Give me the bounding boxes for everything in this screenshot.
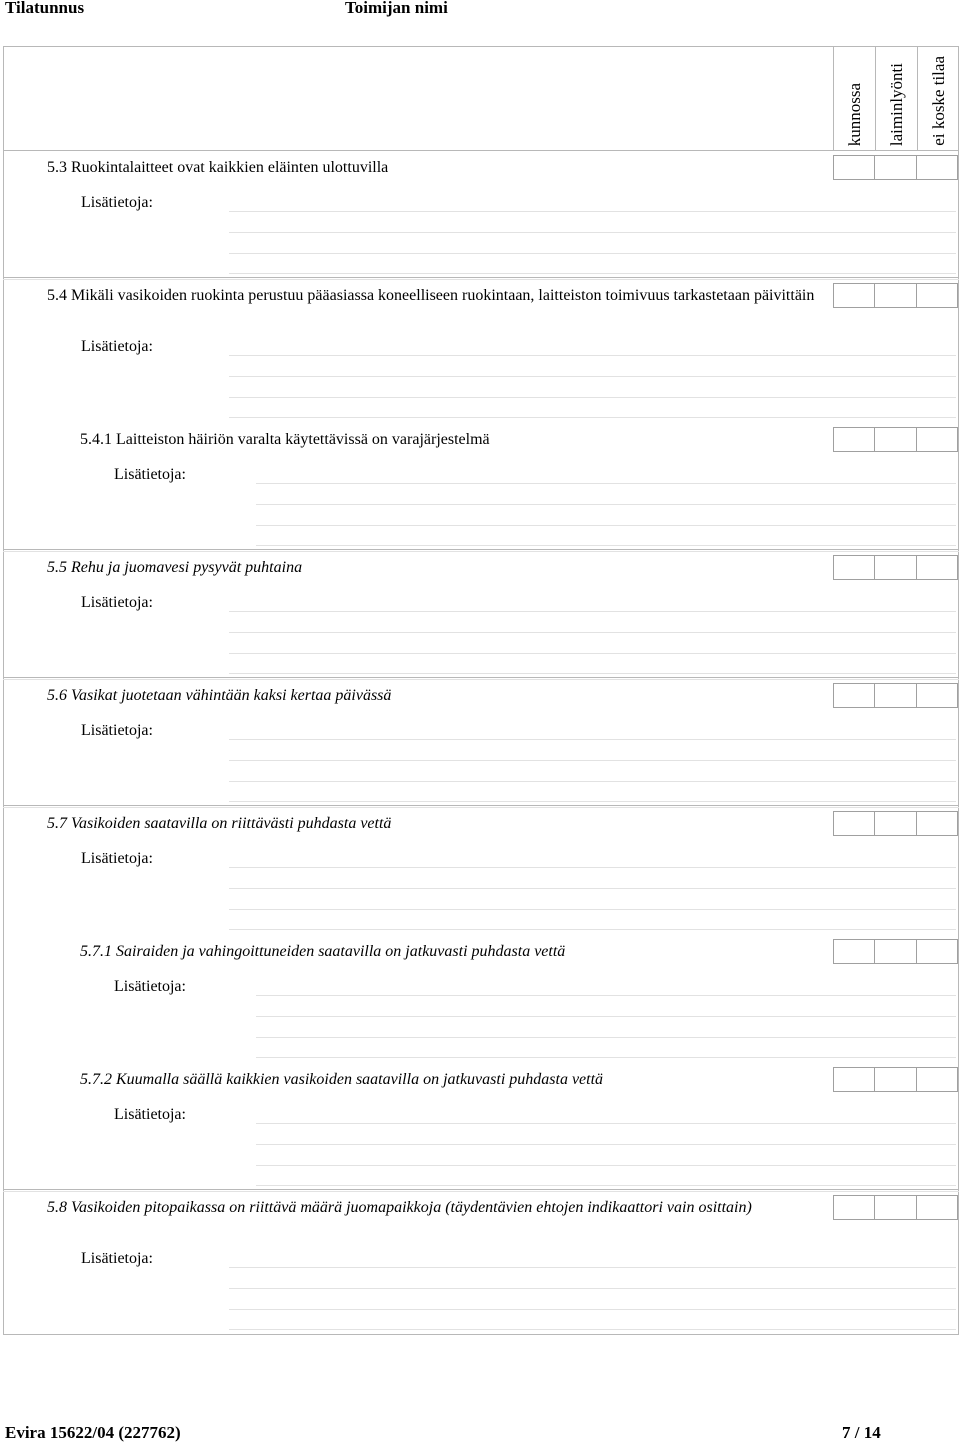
- checkbox-5-8-laiminlyonti[interactable]: [875, 1195, 917, 1220]
- checkbox-5-7-2-kunnossa[interactable]: [833, 1067, 875, 1092]
- lisatietoja-label-5-3: Lisätietoja:: [81, 194, 153, 211]
- checkbox-5-6-kunnossa[interactable]: [833, 683, 875, 708]
- checkbox-5-4-1-laiminlyonti[interactable]: [875, 427, 917, 452]
- notes-line: [229, 929, 956, 930]
- notes-line: [229, 653, 956, 654]
- question-5-7-1: 5.7.1 Sairaiden ja vahingoittuneiden saatavilla on jatkuvasti puhdasta vettä: [80, 943, 566, 960]
- checkbox-5-6-laiminlyonti[interactable]: [875, 683, 917, 708]
- checkbox-5-4-laiminlyonti[interactable]: [875, 283, 917, 308]
- question-5-5: 5.5 Rehu ja juomavesi pysyvät puhtaina: [47, 559, 303, 576]
- notes-line: [256, 1185, 956, 1186]
- checkbox-5-7-1-kunnossa[interactable]: [833, 939, 875, 964]
- checkbox-5-7-1-laiminlyonti[interactable]: [875, 939, 917, 964]
- checkbox-5-8-ei-koske[interactable]: [917, 1195, 958, 1220]
- notes-line: [229, 273, 956, 274]
- lisatietoja-label-5-7-1: Lisätietoja:: [114, 978, 186, 995]
- lisatietoja-label-5-7-2: Lisätietoja:: [114, 1106, 186, 1123]
- notes-line: [229, 397, 956, 398]
- question-5-7-2: 5.7.2 Kuumalla säällä kaikkien vasikoiden saatavilla on jatkuvasti puhdasta vettä: [80, 1071, 604, 1088]
- question-5-4-1: 5.4.1 Laitteiston häiriön varalta käytettävissä on varajärjestelmä: [80, 431, 490, 448]
- checkbox-5-5-kunnossa[interactable]: [833, 555, 875, 580]
- checkbox-group-5-7-2: [833, 1067, 958, 1092]
- column-laiminlyonti: laiminlyönti: [875, 46, 917, 150]
- notes-line: [229, 739, 956, 740]
- notes-line: [229, 232, 956, 233]
- checkbox-5-7-2-laiminlyonti[interactable]: [875, 1067, 917, 1092]
- checkbox-5-3-ei-koske[interactable]: [917, 155, 958, 180]
- checkbox-group-5-6: [833, 683, 958, 708]
- section-divider: [3, 549, 959, 552]
- lisatietoja-label-5-7: Lisätietoja:: [81, 850, 153, 867]
- notes-line: [256, 1037, 956, 1038]
- question-5-3: 5.3 Ruokintalaitteet ovat kaikkien eläinten ulottuvilla: [47, 159, 389, 176]
- lisatietoja-label-5-4-1: Lisätietoja:: [114, 466, 186, 483]
- checkbox-group-5-3: [833, 155, 958, 180]
- notes-line: [229, 781, 956, 782]
- notes-line: [256, 525, 956, 526]
- checkbox-5-7-ei-koske[interactable]: [917, 811, 958, 836]
- checkbox-5-5-laiminlyonti[interactable]: [875, 555, 917, 580]
- notes-line: [229, 801, 956, 802]
- footer-page-number: 7 / 14: [842, 1423, 881, 1442]
- checkbox-5-7-laiminlyonti[interactable]: [875, 811, 917, 836]
- notes-line: [229, 1309, 956, 1310]
- notes-line: [229, 355, 956, 356]
- checkbox-5-4-ei-koske[interactable]: [917, 283, 958, 308]
- question-5-6: 5.6 Vasikat juotetaan vähintään kaksi kertaa päivässä: [47, 687, 392, 704]
- lisatietoja-label-5-5: Lisätietoja:: [81, 594, 153, 611]
- checkbox-5-7-2-ei-koske[interactable]: [917, 1067, 958, 1092]
- column-kunnossa: kunnossa: [833, 46, 875, 150]
- notes-line: [256, 1123, 956, 1124]
- checkbox-group-5-7: [833, 811, 958, 836]
- notes-line: [256, 1016, 956, 1017]
- header-toimijan-nimi: Toimijan nimi: [345, 0, 448, 17]
- notes-line: [229, 611, 956, 612]
- notes-line: [229, 1267, 956, 1268]
- section-divider: [3, 1189, 959, 1192]
- notes-line: [256, 1165, 956, 1166]
- notes-line: [229, 673, 956, 674]
- question-5-8: 5.8 Vasikoiden pitopaikassa on riittävä määrä juomapaikkoja (täydentävien ehtojen indikaattori vain osittain): [47, 1199, 752, 1216]
- notes-line: [229, 760, 956, 761]
- notes-line: [256, 504, 956, 505]
- section-divider: [3, 277, 959, 280]
- checkbox-5-7-kunnossa[interactable]: [833, 811, 875, 836]
- column-ei-koske-tilaa: ei koske tilaa: [917, 46, 959, 150]
- notes-line: [229, 211, 956, 212]
- header-tilatunnus: Tilatunnus: [5, 0, 85, 17]
- notes-line: [229, 417, 956, 418]
- checkbox-group-5-4: [833, 283, 958, 308]
- section-divider: [3, 677, 959, 680]
- notes-line: [229, 1288, 956, 1289]
- notes-line: [229, 1329, 956, 1330]
- notes-line: [256, 995, 956, 996]
- checkbox-5-3-laiminlyonti[interactable]: [875, 155, 917, 180]
- question-5-7: 5.7 Vasikoiden saatavilla on riittävästi puhdasta vettä: [47, 815, 392, 832]
- section-divider: [3, 805, 959, 808]
- checkbox-5-6-ei-koske[interactable]: [917, 683, 958, 708]
- checkbox-group-5-5: [833, 555, 958, 580]
- notes-line: [229, 253, 956, 254]
- checkbox-5-3-kunnossa[interactable]: [833, 155, 875, 180]
- notes-line: [256, 483, 956, 484]
- notes-line: [229, 888, 956, 889]
- checkbox-5-4-kunnossa[interactable]: [833, 283, 875, 308]
- notes-line: [256, 1057, 956, 1058]
- notes-line: [256, 545, 956, 546]
- checkbox-5-4-1-kunnossa[interactable]: [833, 427, 875, 452]
- notes-line: [256, 1144, 956, 1145]
- checkbox-5-5-ei-koske[interactable]: [917, 555, 958, 580]
- lisatietoja-label-5-6: Lisätietoja:: [81, 722, 153, 739]
- header-rule: [3, 150, 959, 151]
- notes-line: [229, 632, 956, 633]
- checkbox-group-5-7-1: [833, 939, 958, 964]
- lisatietoja-label-5-8: Lisätietoja:: [81, 1250, 153, 1267]
- lisatietoja-label-5-4: Lisätietoja:: [81, 338, 153, 355]
- checkbox-group-5-8: [833, 1195, 958, 1220]
- notes-line: [229, 867, 956, 868]
- question-5-4: 5.4 Mikäli vasikoiden ruokinta perustuu pääasiassa koneelliseen ruokintaan, laitteiston toimivuus tarkastetaan päivittäin: [47, 287, 815, 304]
- checkbox-5-8-kunnossa[interactable]: [833, 1195, 875, 1220]
- notes-line: [229, 376, 956, 377]
- checkbox-5-4-1-ei-koske[interactable]: [917, 427, 958, 452]
- footer-document-id: Evira 15622/04 (227762): [5, 1423, 181, 1442]
- checkbox-group-5-4-1: [833, 427, 958, 452]
- notes-line: [229, 909, 956, 910]
- checkbox-5-7-1-ei-koske[interactable]: [917, 939, 958, 964]
